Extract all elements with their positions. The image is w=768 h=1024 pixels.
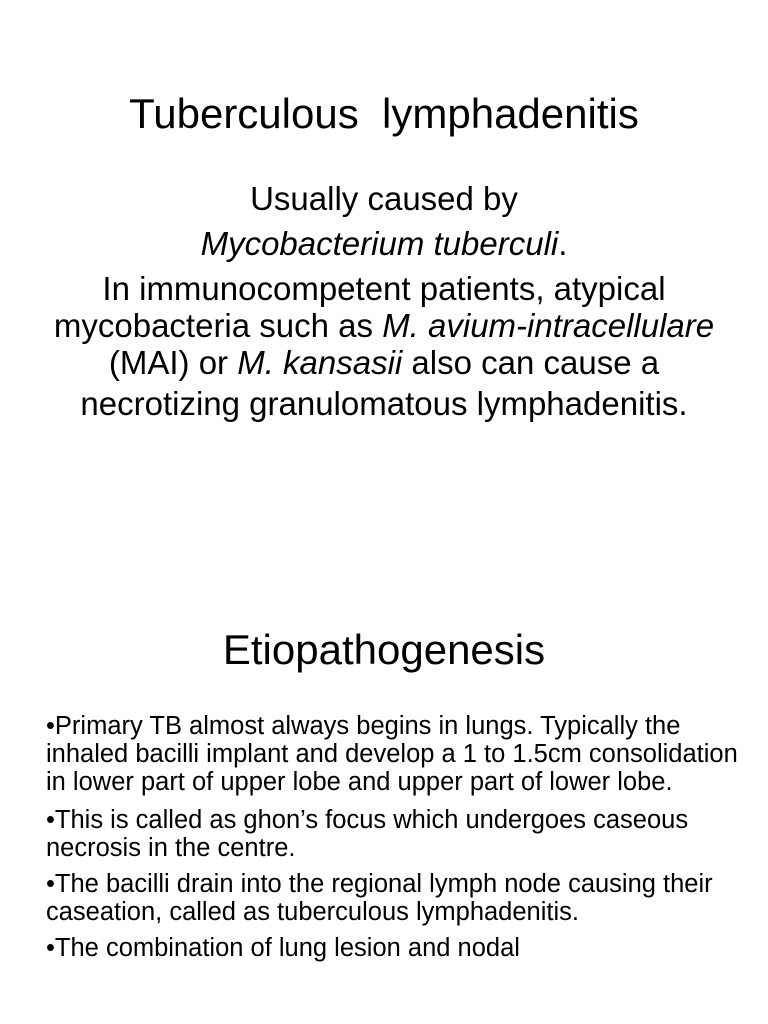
slide-etiopathogenesis bbox=[0, 560, 768, 1024]
organism-name: Mycobacterium tuberculi bbox=[200, 225, 559, 262]
atypical-text-2: (MAI) or bbox=[108, 344, 238, 381]
organism-kansasii: M. kansasii bbox=[237, 344, 403, 381]
bullet-item: •The combination of lung lesion and nodal bbox=[46, 934, 520, 962]
result-line bbox=[40, 385, 728, 422]
slide-title: Etiopathogenesis bbox=[222, 626, 546, 673]
organism-line bbox=[40, 225, 728, 262]
intro-text: Usually caused by bbox=[250, 180, 518, 217]
bullet-item: •Primary TB almost always begins in lungs. Typically the inhaled bacilli implant and develop a 1 to 1.5cm consolidation in lower part of upper lobe and upper part of lower lobe. bbox=[46, 712, 738, 796]
organism-period: . bbox=[558, 225, 568, 262]
bullet-item: •The bacilli drain into the regional lymph node causing their caseation, called as tuberculous lymphadenitis. bbox=[46, 870, 713, 926]
bullet-list bbox=[46, 712, 746, 970]
atypical-paragraph bbox=[40, 270, 728, 381]
slide-title: Tuberculous lymphadenitis bbox=[129, 90, 639, 137]
atypical-text-1: In immunocompetent patients, atypical mycobacteria such as bbox=[53, 270, 666, 344]
intro-line bbox=[40, 180, 728, 217]
slide-body bbox=[40, 180, 728, 430]
bullet-item: •This is called as ghon’s focus which undergoes caseous necrosis in the centre. bbox=[46, 806, 689, 862]
atypical-text-3: also can cause a bbox=[402, 344, 660, 381]
result-text: necrotizing granulomatous lymphadenitis. bbox=[80, 385, 688, 422]
organism-mai: M. avium-intracellulare bbox=[382, 307, 715, 344]
